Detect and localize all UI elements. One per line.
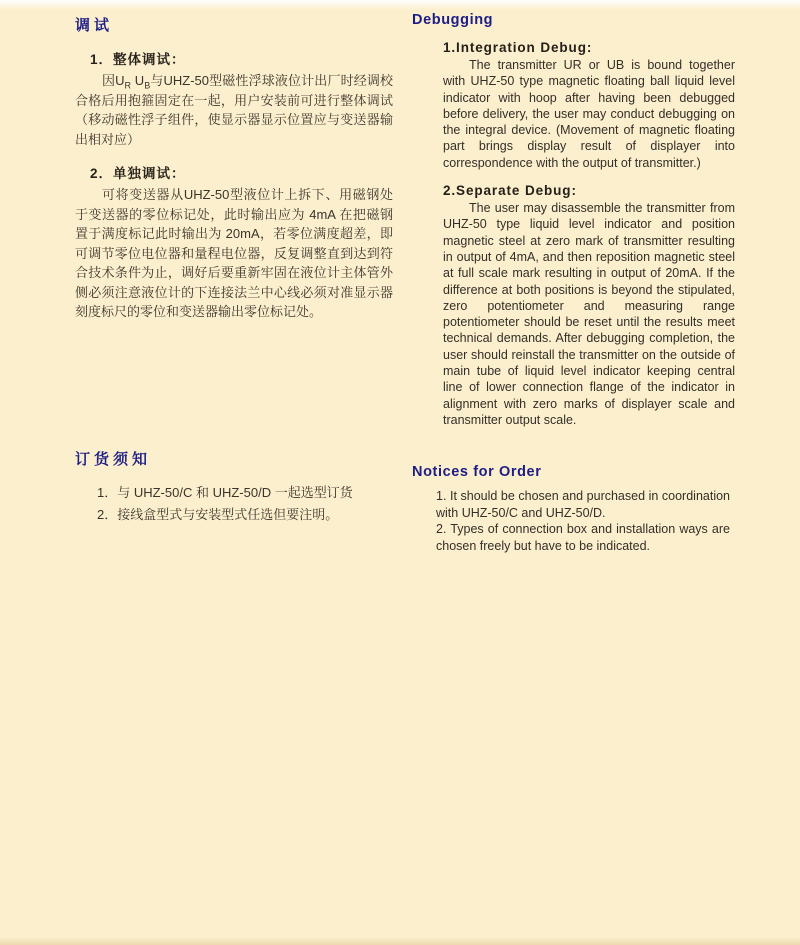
en-order-list (436, 488, 730, 554)
cn-debug-section-title: 调试 (75, 17, 114, 34)
en-debug-heading-1: 1.Integration Debug: (443, 40, 593, 55)
cn-debug-paragraph-1 (75, 71, 393, 149)
en-debug-heading-2: 2.Separate Debug: (443, 183, 577, 199)
cn-order-list (97, 482, 393, 527)
page-top-scan-edge (0, 0, 800, 10)
cn-order-item-2: 2．接线盒型式与安装型式任选但要注明。 (97, 507, 339, 522)
cn-para1-text-rest: 与UHZ-50型磁性浮球液位计出厂时经调校合格后用抱箍固定在一起，用户安装前可进行整体调试（移动磁性浮子组件，使显示器显示位置应与变送器输出相对应） (75, 73, 394, 147)
en-order-section-title: Notices for Order (412, 464, 542, 481)
cn-order-item-1: 1．与 UHZ-50/C 和 UHZ-50/D 一起选型订货 (97, 484, 353, 500)
cn-order-section-title: 订货须知 (75, 450, 152, 468)
cn-para1-text-pre: 因U (102, 73, 125, 88)
cn-debug-paragraph-2: 可将变送器从UHZ-50型液位计上拆下、用磁钢处于变送器的零位标记处，此时输出应为 4mA 在把磁钢置于满度标记此时输出为 20mA，若零位满度超差，即可调节零位电位器和量程电位器，反复调整直到达到符合技术条件为止，调好后要重新牢固在液位计主体管外侧必须注意液位计的下连接法兰中心线必须对准显示器刻度标尺的零位和变送器输出零位标记处。 (75, 187, 393, 319)
en-order-item-2: 2. Types of connection box and installation ways are chosen freely but have to be indicated. (436, 522, 730, 554)
subscript-r: R (124, 80, 132, 91)
en-order-item-1: 1. It should be chosen and purchased in coordination with UHZ-50/C and UHZ-50/D. (436, 489, 730, 520)
page-bottom-scan-edge (0, 937, 800, 945)
en-debug-section-title: Debugging (412, 12, 494, 28)
en-debug-paragraph-1: The transmitter UR or UB is bound together with UHZ-50 type magnetic floating ball liquid level indicator with hoop after having been debugged before delivery, the user may conduct debugging on the integral device. (Movement of magnetic floating part brings display result of displayer into correspondence with the output of transmitter.) (443, 58, 735, 170)
cn-debug-heading-2: 2．单独调试： (90, 166, 186, 181)
en-debug-paragraph-2: The user may disassemble the transmitter from UHZ-50 type liquid level indicator and position magnetic steel at zero mark of transmitter resulting in output of 4mA, and then reposition magnetic steel at full scale mark resulting in output of 20mA. If the difference at both positions is beyond the stipulated, zero potentiometer and measuring range potentiometer should be reset until the results meet technical demands. After debugging completion, the user should reinstall the transmitter on the outside of main tube of liquid level indicator keeping central line of lower connection flange of the indicator in alignment with zero marks of displayer scale and transmitter output scale. (443, 201, 735, 427)
cn-debug-heading-1: 1．整体调试： (90, 52, 186, 67)
cn-para1-text-mid: U (131, 73, 145, 88)
chinese-column (75, 14, 393, 527)
subscript-b: B (144, 80, 151, 91)
english-column (412, 12, 736, 555)
